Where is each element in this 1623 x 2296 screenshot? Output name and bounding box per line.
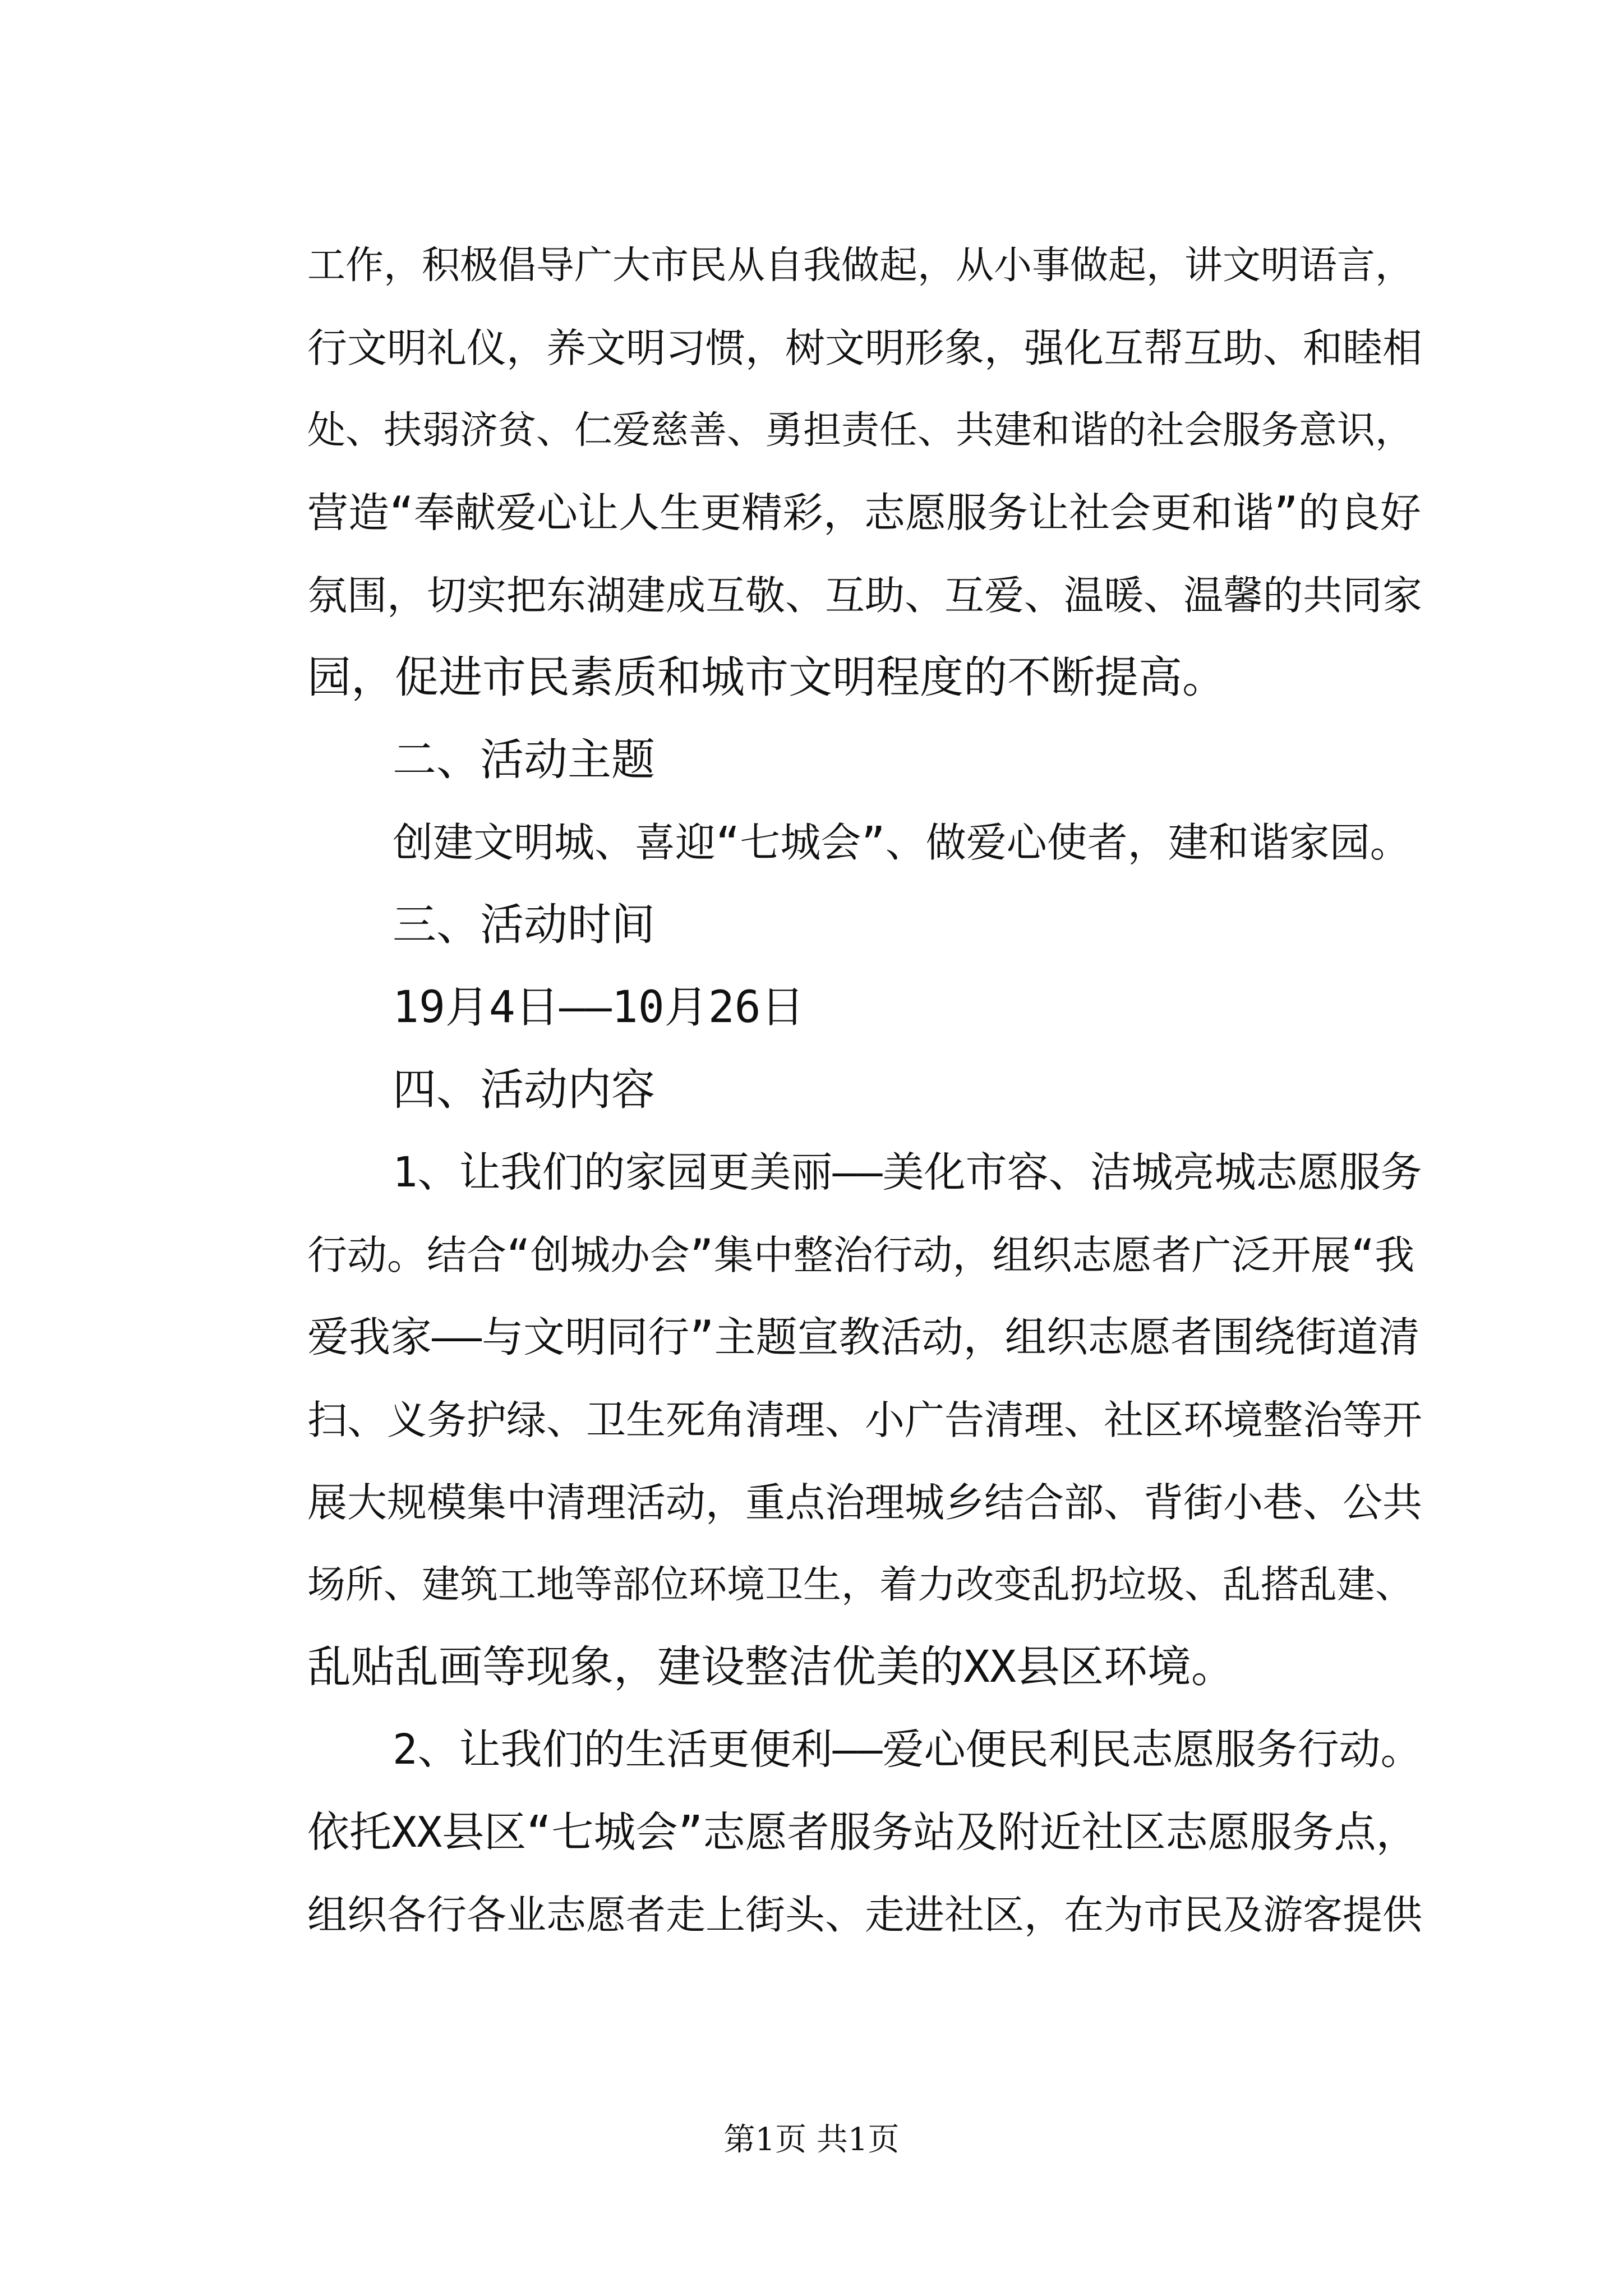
text-line: 行文明礼仪，养文明习惯，树文明形象，强化互帮互助、和睦相 [307, 325, 1423, 371]
text-line: 组织各行各业志愿者走上街头、走进社区，在为市民及游客提供 [307, 1892, 1423, 1938]
text-line: 工作，积极倡导广大市民从自我做起，从小事做起，讲文明语言， [307, 243, 1414, 288]
text-line: 扫、义务护绿、卫生死角清理、小广告清理、社区环境整治等开 [307, 1397, 1423, 1443]
text-line: 乱贴乱画等现象，建设整洁优美的XX县区环境。 [307, 1642, 1235, 1692]
text-line: 1、让我们的家园更美丽——美化市容、洁城亮城志愿服务 [393, 1148, 1422, 1197]
text-line: 依托XX县区“七城会”志愿者服务站及附近社区志愿服务点， [307, 1807, 1418, 1857]
text-line: 三、活动时间 [393, 900, 656, 950]
text-line: 行动。结合“创城办会”集中整治行动，组织志愿者广泛开展“我 [307, 1232, 1415, 1278]
text-line: 四、活动内容 [393, 1065, 656, 1115]
text-line: 处、扶弱济贫、仁爱慈善、勇担责任、共建和谐的社会服务意识， [307, 408, 1414, 453]
text-line: 园，促进市民素质和城市文明程度的不断提高。 [307, 652, 1227, 703]
text-line: 展大规模集中清理活动，重点治理城乡结合部、背街小巷、公共 [307, 1479, 1423, 1526]
text-line: 营造“奉献爱心让人生更精彩，志愿服务让社会更和谐”的良好 [307, 489, 1421, 537]
text-line: 爱我家——与文明同行”主题宣教活动，组织志愿者围绕街道清 [307, 1313, 1420, 1361]
text-line: 场所、建筑工地等部位环境卫生，着力改变乱扔垃圾、乱搭乱建、 [307, 1563, 1414, 1607]
page-footer: 第1页 共1页 [723, 2122, 900, 2158]
text-line: 二、活动主题 [393, 735, 656, 785]
text-line: 2、让我们的生活更便利——爱心便民利民志愿服务行动。 [393, 1726, 1422, 1774]
text-line: 创建文明城、喜迎“七城会”、做爱心使者，建和谐家园。 [393, 819, 1410, 866]
text-line: 19月4日——10月26日 [393, 982, 805, 1033]
text-line: 氛围，切实把东湖建成互敬、互助、互爱、温暖、温馨的共同家 [307, 572, 1423, 619]
document-body [307, 224, 1423, 1956]
